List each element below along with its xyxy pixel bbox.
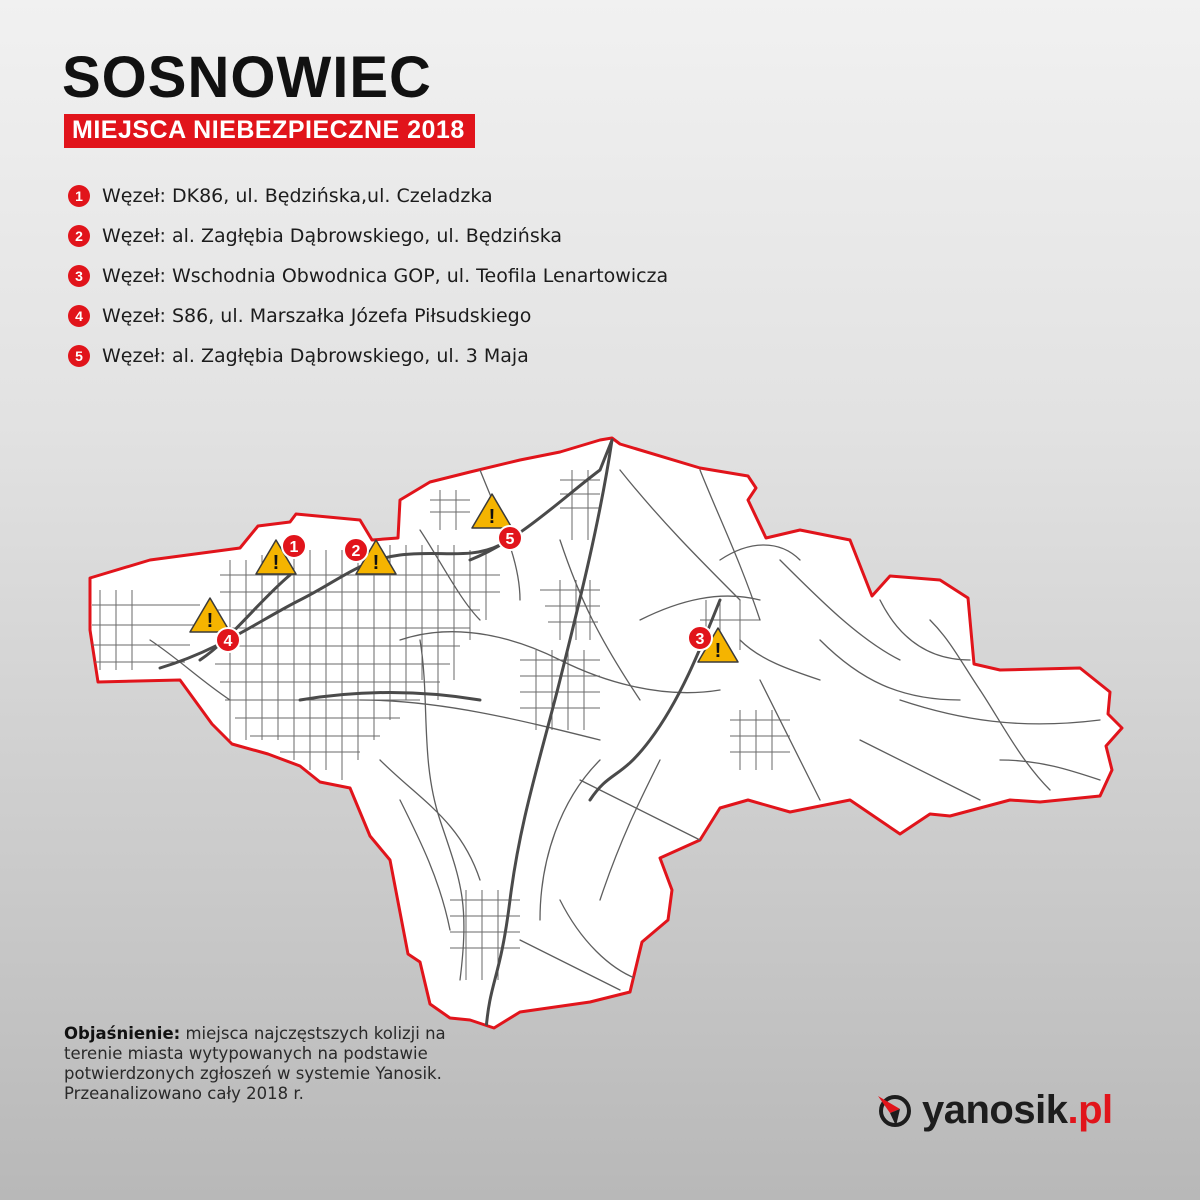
svg-text:!: ! xyxy=(272,552,280,574)
svg-text:!: ! xyxy=(372,552,380,574)
legend-item-label: Węzeł: al. Zagłębia Dąbrowskiego, ul. Będzińska xyxy=(102,225,563,247)
svg-text:!: ! xyxy=(488,506,496,528)
yanosik-logo-icon xyxy=(876,1092,914,1130)
marker-number: 4 xyxy=(223,633,233,650)
legend-item-label: Węzeł: al. Zagłębia Dąbrowskiego, ul. 3 Maja xyxy=(102,345,529,367)
marker-number: 3 xyxy=(695,631,705,648)
page-subtitle: MIEJSCA NIEBEZPIECZNE 2018 xyxy=(64,114,475,148)
page-title: SOSNOWIEC xyxy=(62,45,432,110)
legend-number-badge: 3 xyxy=(68,265,90,287)
svg-text:!: ! xyxy=(714,640,722,662)
legend-number-badge: 5 xyxy=(68,345,90,367)
marker-number: 2 xyxy=(351,543,361,560)
svg-text:!: ! xyxy=(206,610,214,632)
note-label: Objaśnienie: xyxy=(64,1024,181,1043)
legend-number-badge: 1 xyxy=(68,185,90,207)
legend-number-badge: 4 xyxy=(68,305,90,327)
brand-logo[interactable] xyxy=(876,1088,1113,1133)
marker-number: 5 xyxy=(505,531,515,548)
city-boundary xyxy=(90,438,1122,1028)
map-explanation-note xyxy=(64,1024,464,1104)
note-text: miejsca najczęstszych kolizji na terenie miasta wytypowanych na podstawie potwierdzonych zgłoszeń w systemie Yanosik. Przeanalizowano cały 2018 r. xyxy=(64,1024,446,1103)
legend-item-label: Węzeł: S86, ul. Marszałka Józefa Piłsudskiego xyxy=(102,305,532,327)
marker-number: 1 xyxy=(289,539,299,556)
legend-item-label: Węzeł: Wschodnia Obwodnica GOP, ul. Teofila Lenartowicza xyxy=(102,265,669,287)
legend-number-badge: 2 xyxy=(68,225,90,247)
brand-name: yanosik xyxy=(922,1088,1068,1132)
brand-tld: .pl xyxy=(1067,1088,1113,1132)
legend-item-label: Węzeł: DK86, ul. Będzińska,ul. Czeladzka xyxy=(102,185,493,207)
